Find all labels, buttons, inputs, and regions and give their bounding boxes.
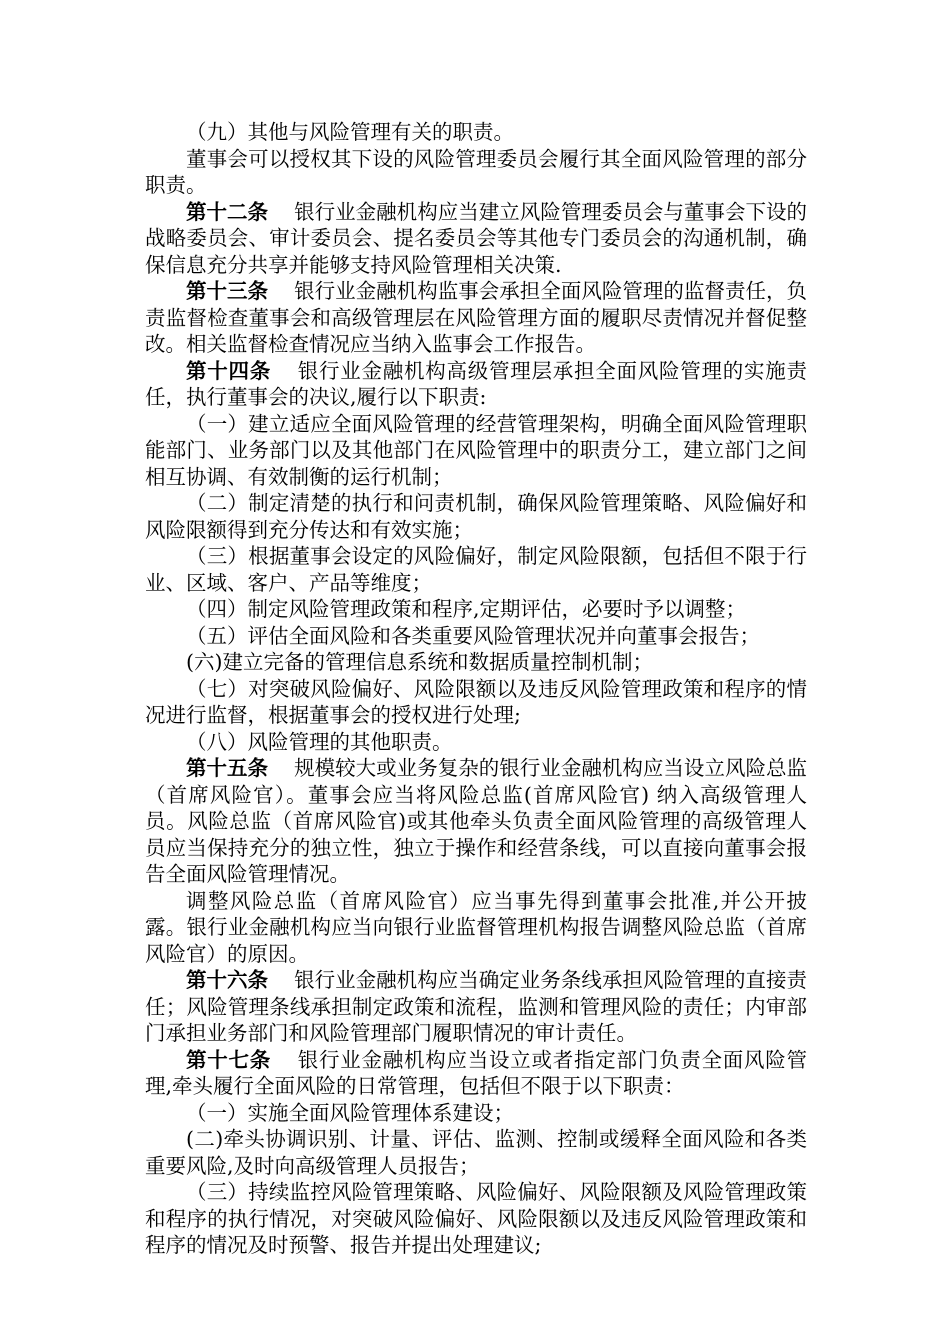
paragraph-text: （七）对突破风险偏好、风险限额以及违反风险管理政策和程序的情况进行监督，根据董事会的授权进行处理; bbox=[145, 676, 807, 727]
paragraph-text: （三）持续监控风险管理策略、风险偏好、风险限额及风险管理政策和程序的执行情况，对突破风险偏好、风险限额以及违反风险管理政策和程序的情况及时预警、报告并提出处理建议; bbox=[145, 1180, 807, 1257]
article-label: 第十六条 bbox=[186, 968, 269, 992]
article-label: 第十三条 bbox=[186, 279, 269, 303]
item-paragraph bbox=[145, 543, 807, 596]
item-paragraph bbox=[145, 411, 807, 491]
item-paragraph bbox=[145, 490, 807, 543]
article-paragraph bbox=[145, 199, 807, 279]
article-label: 第十七条 bbox=[186, 1047, 271, 1072]
paragraph-text: (二)牵头协调识别、计量、评估、监测、控制或缓释全面风险和各类重要风险,及时向高级管理人员报告； bbox=[145, 1127, 807, 1178]
paragraph-text: （八）风险管理的其他职责。 bbox=[186, 729, 453, 754]
article-label: 第十四条 bbox=[186, 358, 271, 383]
article-text: 银行业金融机构应当确定业务条线承担风险管理的直接责任；风险管理条线承担制定政策和流程，监测和管理风险的责任；内审部门承担业务部门和风险管理部门履职情况的审计责任。 bbox=[145, 968, 808, 1045]
paragraph-text: （九）其他与风险管理有关的职责。 bbox=[186, 120, 514, 144]
item-paragraph bbox=[145, 1126, 807, 1179]
article-text: 银行业金融机构监事会承担全面风险管理的监督责任，负责监督检查董事会和高级管理层在风险管理方面的履职尽责情况并督促整改。相关监督检查情况应当纳入监事会工作报告。 bbox=[145, 279, 808, 356]
item-paragraph bbox=[145, 596, 807, 623]
article-paragraph bbox=[145, 967, 807, 1047]
paragraph-text: （五）评估全面风险和各类重要风险管理状况并向董事会报告； bbox=[186, 623, 760, 648]
item-paragraph bbox=[145, 119, 807, 146]
article-paragraph bbox=[145, 358, 807, 411]
item-paragraph bbox=[145, 623, 807, 650]
paragraph-text: （二）制定清楚的执行和问责机制，确保风险管理策略、风险偏好和风险限额得到充分传达和有效实施； bbox=[145, 491, 807, 542]
text-paragraph bbox=[145, 146, 807, 199]
article-paragraph bbox=[145, 278, 807, 358]
document-body bbox=[145, 119, 807, 1259]
item-paragraph bbox=[145, 649, 807, 676]
text-paragraph bbox=[145, 888, 807, 968]
article-text: 银行业金融机构应当建立风险管理委员会与董事会下设的战略委员会、审计委员会、提名委员会等其他专门委员会的沟通机制，确保信息充分共享并能够支持风险管理相关决策. bbox=[145, 199, 808, 277]
item-paragraph bbox=[145, 676, 807, 729]
article-paragraph bbox=[145, 755, 807, 888]
paragraph-text: （一）建立适应全面风险管理的经营管理架构，明确全面风险管理职能部门、业务部门以及其他部门在风险管理中的职责分工，建立部门之间相互协调、有效制衡的运行机制； bbox=[145, 411, 807, 489]
paragraph-text: (六)建立完备的管理信息系统和数据质量控制机制； bbox=[186, 650, 653, 674]
article-paragraph bbox=[145, 1047, 807, 1100]
item-paragraph bbox=[145, 729, 807, 756]
article-label: 第十二条 bbox=[186, 199, 269, 224]
paragraph-text: 董事会可以授权其下设的风险管理委员会履行其全面风险管理的部分职责。 bbox=[145, 146, 807, 197]
paragraph-text: （四）制定风险管理政策和程序,定期评估，必要时予以调整； bbox=[186, 597, 747, 621]
article-text: 银行业金融机构应当设立或者指定部门负责全面风险管理,牵头履行全面风险的日常管理，包括但不限于以下职责： bbox=[145, 1047, 807, 1098]
article-label: 第十五条 bbox=[186, 756, 269, 780]
paragraph-text: （三）根据董事会设定的风险偏好，制定风险限额，包括但不限于行业、区域、客户、产品等维度； bbox=[145, 544, 807, 595]
item-paragraph bbox=[145, 1179, 807, 1259]
article-text: 银行业金融机构高级管理层承担全面风险管理的实施责任，执行董事会的决议,履行以下职责: bbox=[145, 358, 807, 409]
paragraph-text: 调整风险总监（首席风险官）应当事先得到董事会批准,并公开披露。银行业金融机构应当向银行业监督管理机构报告调整风险总监（首席风险官）的原因。 bbox=[145, 888, 807, 966]
item-paragraph bbox=[145, 1100, 807, 1127]
article-text: 规模较大或业务复杂的银行业金融机构应当设立风险总监（首席风险官）。董事会应当将风险总监(首席风险官) 纳入高级管理人员。风险总监（首席风险官)或其他牵头负责全面风险管理的高级管理人员应当保持充分的独立性，独立于操作和经营条线，可以直接向董事会报告全面风险管理情况。 bbox=[145, 756, 808, 886]
paragraph-text: （一）实施全面风险管理体系建设； bbox=[186, 1100, 514, 1125]
